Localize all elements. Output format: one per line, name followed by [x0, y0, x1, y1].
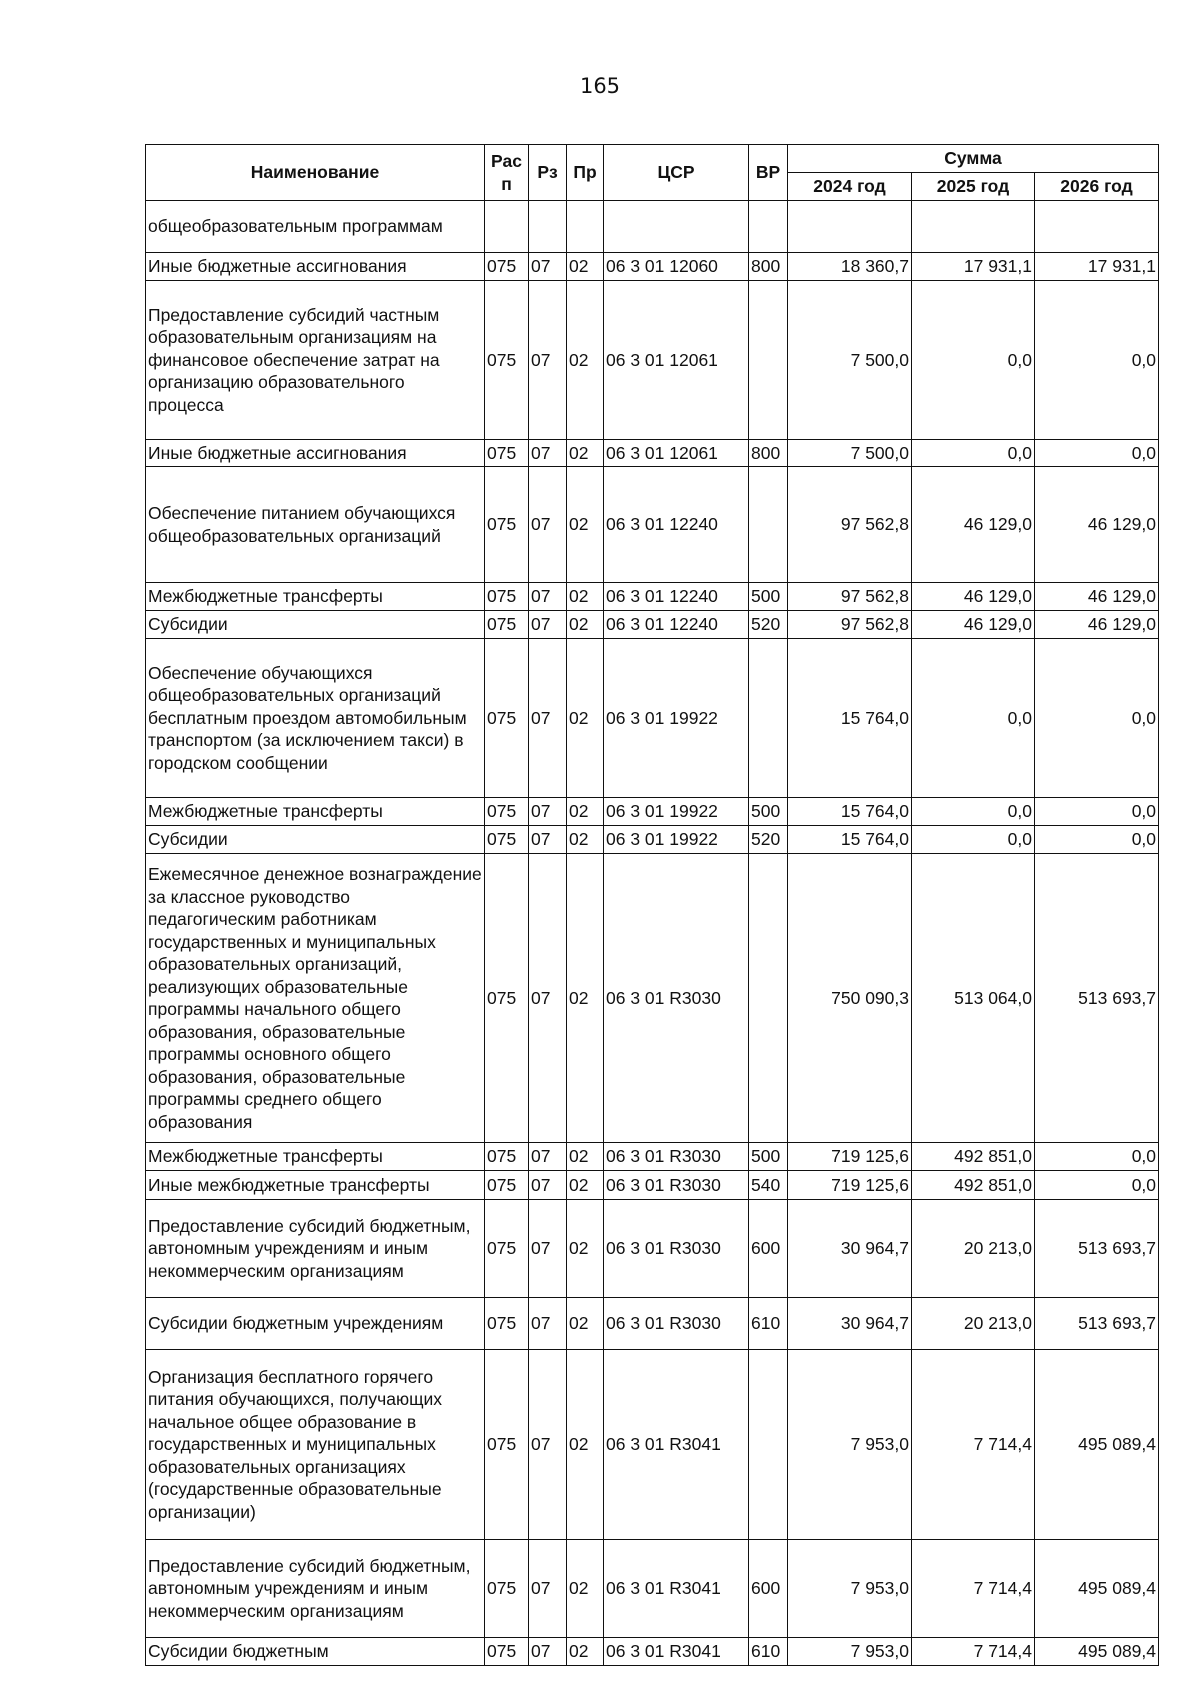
- cell-pr: 02: [567, 854, 604, 1143]
- table-row: [146, 467, 1159, 583]
- table-row: [146, 1540, 1159, 1638]
- cell-2024: 15 764,0: [788, 798, 912, 826]
- cell-2025: [912, 201, 1035, 253]
- table-row: [146, 611, 1159, 639]
- cell-name: Субсидии: [146, 611, 485, 639]
- cell-vr: 800: [749, 440, 788, 467]
- cell-csr: 06 3 01 12061: [604, 440, 749, 467]
- cell-name: Межбюджетные трансферты: [146, 798, 485, 826]
- cell-pr: 02: [567, 440, 604, 467]
- cell-2024: 7 500,0: [788, 281, 912, 440]
- cell-pr: 02: [567, 611, 604, 639]
- cell-pr: 02: [567, 467, 604, 583]
- cell-name: Межбюджетные трансферты: [146, 583, 485, 611]
- cell-rasp: 075: [485, 826, 529, 854]
- cell-pr: [567, 201, 604, 253]
- header-pr: Пр: [567, 145, 604, 201]
- table-row: [146, 253, 1159, 281]
- cell-2026: 46 129,0: [1035, 467, 1159, 583]
- cell-pr: 02: [567, 826, 604, 854]
- table-row: [146, 1200, 1159, 1298]
- cell-csr: 06 3 01 12240: [604, 611, 749, 639]
- cell-vr: 600: [749, 1200, 788, 1298]
- cell-rasp: 075: [485, 1540, 529, 1638]
- cell-csr: 06 3 01 R3041: [604, 1638, 749, 1666]
- cell-name: общеобразовательным программам: [146, 201, 485, 253]
- cell-csr: 06 3 01 12240: [604, 583, 749, 611]
- cell-name: Межбюджетные трансферты: [146, 1143, 485, 1171]
- table-row: [146, 440, 1159, 467]
- table-row: [146, 583, 1159, 611]
- cell-vr: [749, 854, 788, 1143]
- cell-csr: 06 3 01 R3030: [604, 1298, 749, 1350]
- cell-vr: 600: [749, 1540, 788, 1638]
- cell-vr: 800: [749, 253, 788, 281]
- cell-pr: 02: [567, 798, 604, 826]
- cell-2024: 719 125,6: [788, 1171, 912, 1200]
- cell-csr: [604, 201, 749, 253]
- cell-2025: 0,0: [912, 798, 1035, 826]
- cell-pr: 02: [567, 253, 604, 281]
- cell-2025: 46 129,0: [912, 611, 1035, 639]
- cell-rasp: 075: [485, 440, 529, 467]
- table-row: [146, 281, 1159, 440]
- cell-name: Иные бюджетные ассигнования: [146, 253, 485, 281]
- cell-rasp: 075: [485, 854, 529, 1143]
- cell-rz: 07: [529, 798, 567, 826]
- cell-pr: 02: [567, 1171, 604, 1200]
- cell-2026: 0,0: [1035, 281, 1159, 440]
- cell-csr: 06 3 01 12240: [604, 467, 749, 583]
- header-vr: ВР: [749, 145, 788, 201]
- cell-2026: 0,0: [1035, 1171, 1159, 1200]
- cell-rasp: 075: [485, 1350, 529, 1540]
- header-name: Наименование: [146, 145, 485, 201]
- cell-2026: 0,0: [1035, 639, 1159, 798]
- cell-pr: 02: [567, 1298, 604, 1350]
- cell-vr: 520: [749, 826, 788, 854]
- cell-rz: 07: [529, 1200, 567, 1298]
- budget-table: [145, 144, 1159, 1666]
- cell-rz: 07: [529, 639, 567, 798]
- cell-vr: 520: [749, 611, 788, 639]
- cell-2026: 0,0: [1035, 1143, 1159, 1171]
- cell-csr: 06 3 01 R3030: [604, 1200, 749, 1298]
- cell-rz: 07: [529, 440, 567, 467]
- cell-rz: 07: [529, 583, 567, 611]
- cell-2026: 17 931,1: [1035, 253, 1159, 281]
- cell-name: Предоставление субсидий бюджетным, автономным учреждениям и иным некоммерческим организациям: [146, 1200, 485, 1298]
- table-row: [146, 1638, 1159, 1666]
- cell-rasp: 075: [485, 798, 529, 826]
- cell-name: Обеспечение обучающихся общеобразовательных организаций бесплатным проездом автомобильным транспортом (за исключением такси) в городском сообщении: [146, 639, 485, 798]
- cell-rz: 07: [529, 826, 567, 854]
- table-row: [146, 639, 1159, 798]
- cell-rz: 07: [529, 1350, 567, 1540]
- header-rasp: Рас п: [485, 145, 529, 201]
- cell-2026: 0,0: [1035, 826, 1159, 854]
- cell-csr: 06 3 01 R3041: [604, 1540, 749, 1638]
- cell-vr: [749, 467, 788, 583]
- cell-rz: 07: [529, 1540, 567, 1638]
- header-2025: 2025 год: [912, 173, 1035, 201]
- cell-2025: 492 851,0: [912, 1143, 1035, 1171]
- cell-vr: 610: [749, 1638, 788, 1666]
- cell-2025: 20 213,0: [912, 1298, 1035, 1350]
- cell-rasp: 075: [485, 1638, 529, 1666]
- cell-rz: 07: [529, 611, 567, 639]
- cell-name: Предоставление субсидий частным образовательным организациям на финансовое обеспечение затрат на организацию образовательного процесса: [146, 281, 485, 440]
- cell-csr: 06 3 01 R3030: [604, 1171, 749, 1200]
- cell-2026: 513 693,7: [1035, 854, 1159, 1143]
- cell-2024: 30 964,7: [788, 1298, 912, 1350]
- cell-rasp: 075: [485, 281, 529, 440]
- cell-rasp: 075: [485, 639, 529, 798]
- cell-2026: 495 089,4: [1035, 1350, 1159, 1540]
- cell-name: Иные бюджетные ассигнования: [146, 440, 485, 467]
- cell-rz: 07: [529, 253, 567, 281]
- cell-rasp: 075: [485, 1171, 529, 1200]
- cell-2026: 513 693,7: [1035, 1298, 1159, 1350]
- cell-2024: 97 562,8: [788, 583, 912, 611]
- cell-rz: 07: [529, 467, 567, 583]
- table-row: [146, 1298, 1159, 1350]
- cell-2025: 20 213,0: [912, 1200, 1035, 1298]
- cell-pr: 02: [567, 1638, 604, 1666]
- cell-2026: [1035, 201, 1159, 253]
- table-row: [146, 854, 1159, 1143]
- cell-vr: [749, 281, 788, 440]
- cell-2026: 513 693,7: [1035, 1200, 1159, 1298]
- cell-2024: 7 500,0: [788, 440, 912, 467]
- cell-2024: 719 125,6: [788, 1143, 912, 1171]
- cell-2025: 0,0: [912, 826, 1035, 854]
- cell-rz: 07: [529, 1298, 567, 1350]
- cell-2024: 30 964,7: [788, 1200, 912, 1298]
- cell-vr: 610: [749, 1298, 788, 1350]
- cell-rz: [529, 201, 567, 253]
- cell-rasp: 075: [485, 1298, 529, 1350]
- cell-vr: [749, 1350, 788, 1540]
- cell-vr: 540: [749, 1171, 788, 1200]
- cell-vr: 500: [749, 798, 788, 826]
- table-row: [146, 798, 1159, 826]
- cell-rasp: 075: [485, 1143, 529, 1171]
- cell-2026: 0,0: [1035, 798, 1159, 826]
- cell-pr: 02: [567, 1143, 604, 1171]
- cell-2025: 0,0: [912, 639, 1035, 798]
- cell-2025: 46 129,0: [912, 467, 1035, 583]
- cell-rasp: 075: [485, 1200, 529, 1298]
- cell-csr: 06 3 01 12060: [604, 253, 749, 281]
- cell-csr: 06 3 01 R3030: [604, 1143, 749, 1171]
- cell-name: Субсидии: [146, 826, 485, 854]
- cell-pr: 02: [567, 639, 604, 798]
- cell-2025: 492 851,0: [912, 1171, 1035, 1200]
- cell-rz: 07: [529, 281, 567, 440]
- cell-2025: 7 714,4: [912, 1350, 1035, 1540]
- cell-2024: 7 953,0: [788, 1540, 912, 1638]
- cell-csr: 06 3 01 R3041: [604, 1350, 749, 1540]
- table-row: [146, 1171, 1159, 1200]
- cell-2026: 46 129,0: [1035, 583, 1159, 611]
- cell-vr: [749, 639, 788, 798]
- table-row: [146, 826, 1159, 854]
- table-body: [146, 201, 1159, 1666]
- cell-name: Субсидии бюджетным учреждениям: [146, 1298, 485, 1350]
- cell-2024: 18 360,7: [788, 253, 912, 281]
- cell-csr: 06 3 01 12061: [604, 281, 749, 440]
- cell-2024: 7 953,0: [788, 1638, 912, 1666]
- cell-rasp: 075: [485, 253, 529, 281]
- cell-2025: 0,0: [912, 281, 1035, 440]
- header-2024: 2024 год: [788, 173, 912, 201]
- cell-csr: 06 3 01 R3030: [604, 854, 749, 1143]
- cell-csr: 06 3 01 19922: [604, 826, 749, 854]
- cell-name: Ежемесячное денежное вознаграждение за классное руководство педагогическим работникам государственных и муниципальных образовательных организаций, реализующих образовательные программы начального общего образования, образовательные программы основного общего образования, образовательные программы среднего общего образования: [146, 854, 485, 1143]
- cell-2024: 15 764,0: [788, 639, 912, 798]
- table-row: [146, 1350, 1159, 1540]
- cell-2024: 97 562,8: [788, 611, 912, 639]
- cell-pr: 02: [567, 1200, 604, 1298]
- cell-csr: 06 3 01 19922: [604, 798, 749, 826]
- table-row: [146, 1143, 1159, 1171]
- cell-2025: 46 129,0: [912, 583, 1035, 611]
- cell-name: Обеспечение питанием обучающихся общеобразовательных организаций: [146, 467, 485, 583]
- cell-2024: 97 562,8: [788, 467, 912, 583]
- cell-rz: 07: [529, 1638, 567, 1666]
- cell-rasp: 075: [485, 583, 529, 611]
- cell-rasp: [485, 201, 529, 253]
- cell-vr: [749, 201, 788, 253]
- cell-rasp: 075: [485, 467, 529, 583]
- cell-pr: 02: [567, 1350, 604, 1540]
- cell-2024: 15 764,0: [788, 826, 912, 854]
- cell-2024: [788, 201, 912, 253]
- header-csr: ЦСР: [604, 145, 749, 201]
- cell-name: Иные межбюджетные трансферты: [146, 1171, 485, 1200]
- cell-pr: 02: [567, 281, 604, 440]
- cell-vr: 500: [749, 1143, 788, 1171]
- header-2026: 2026 год: [1035, 173, 1159, 201]
- cell-pr: 02: [567, 1540, 604, 1638]
- cell-pr: 02: [567, 583, 604, 611]
- cell-2026: 495 089,4: [1035, 1638, 1159, 1666]
- cell-rz: 07: [529, 1171, 567, 1200]
- cell-name: Предоставление субсидий бюджетным, автономным учреждениям и иным некоммерческим организациям: [146, 1540, 485, 1638]
- cell-rz: 07: [529, 1143, 567, 1171]
- cell-2024: 7 953,0: [788, 1350, 912, 1540]
- header-sum: Сумма: [788, 145, 1159, 173]
- cell-2025: 17 931,1: [912, 253, 1035, 281]
- cell-2025: 7 714,4: [912, 1540, 1035, 1638]
- cell-2026: 495 089,4: [1035, 1540, 1159, 1638]
- table-row: [146, 201, 1159, 253]
- cell-rasp: 075: [485, 611, 529, 639]
- cell-name: Организация бесплатного горячего питания обучающихся, получающих начальное общее образование в государственных и муниципальных образовательных организациях (государственные образовательные организации): [146, 1350, 485, 1540]
- cell-name: Субсидии бюджетным: [146, 1638, 485, 1666]
- cell-rz: 07: [529, 854, 567, 1143]
- cell-2025: 513 064,0: [912, 854, 1035, 1143]
- cell-2024: 750 090,3: [788, 854, 912, 1143]
- page-number: 165: [579, 74, 621, 98]
- header-rz: Рз: [529, 145, 567, 201]
- cell-2026: 46 129,0: [1035, 611, 1159, 639]
- cell-2025: 0,0: [912, 440, 1035, 467]
- cell-2025: 7 714,4: [912, 1638, 1035, 1666]
- cell-2026: 0,0: [1035, 440, 1159, 467]
- cell-vr: 500: [749, 583, 788, 611]
- cell-csr: 06 3 01 19922: [604, 639, 749, 798]
